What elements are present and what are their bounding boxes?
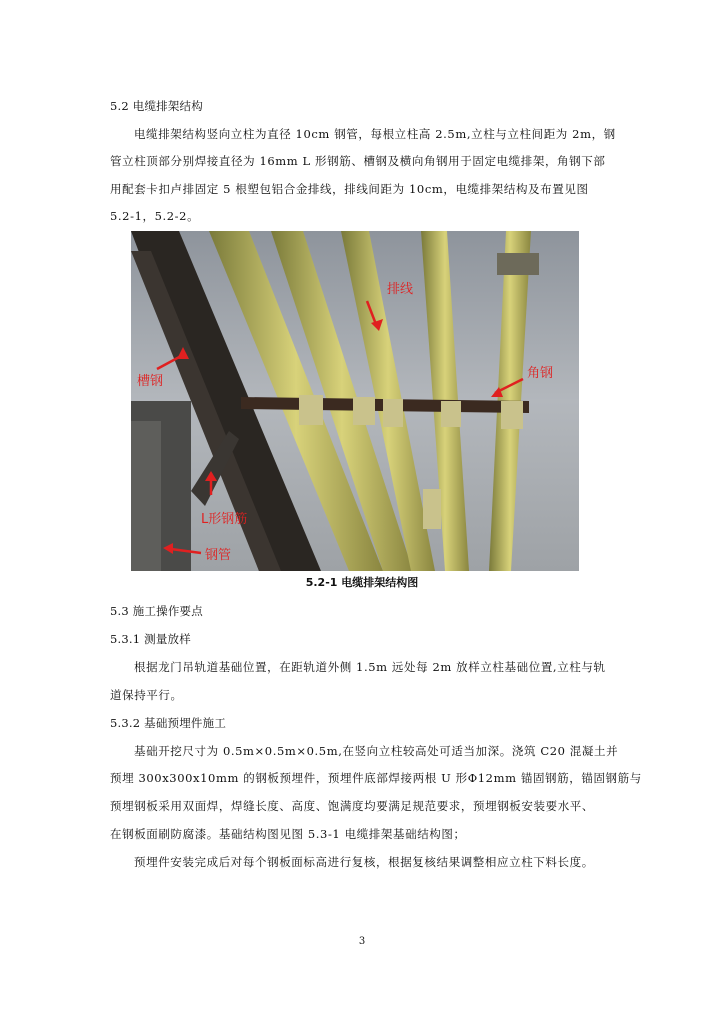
paragraph-line: 道保持平行。	[110, 688, 183, 702]
paragraph-line: 用配套卡扣卢排固定 5 根塑包铝合金排线，排线间距为 10cm，电缆排架结构及布置见图	[110, 182, 589, 196]
paragraph-line: 根据龙门吊轨道基础位置，在距轨道外侧 1.5m 远处每 2m 放样立柱基础位置,立柱与轨	[134, 660, 606, 674]
cable-rack-illustration	[131, 231, 579, 571]
paragraph-line: 5.2-1，5.2-2。	[110, 209, 200, 223]
section-heading: 5.2 电缆排架结构	[110, 99, 203, 113]
figure-caption: 5.2-1 电缆排架结构图	[305, 576, 419, 589]
paragraph-line: 基础开挖尺寸为 0.5m×0.5m×0.5m,在竖向立柱较高处可适当加深。浇筑 C20 混凝土并	[134, 744, 619, 758]
label-pai-xian: 排线	[387, 282, 414, 297]
paragraph-line: 电缆排架结构竖向立柱为直径 10cm 钢管，每根立柱高 2.5m,立柱与立柱间距为 2m，钢	[134, 127, 616, 141]
paragraph-line: 管立柱顶部分别焊接直径为 16mm L 形钢筋、槽钢及横向角钢用于固定电缆排架，角钢下部	[110, 154, 606, 168]
paragraph-line: 在钢板面刷防腐漆。基础结构图见图 5.3-1 电缆排架基础结构图；	[110, 827, 466, 841]
label-l-gang-jin: L形钢筋	[201, 512, 248, 527]
subsection-heading: 5.3.1 测量放样	[110, 632, 191, 646]
paragraph-line: 预埋 300x300x10mm 的钢板预埋件，预埋件底部焊接两根 U 形Φ12mm 锚固钢筋，锚固钢筋与	[110, 771, 642, 785]
section-heading: 5.3 施工操作要点	[110, 604, 203, 618]
page-number: 3	[358, 936, 366, 947]
cable-rack-photo	[131, 231, 579, 571]
label-gang-guan: 钢管	[205, 548, 232, 563]
paragraph-line: 预埋件安装完成后对每个钢板面标高进行复核，根据复核结果调整相应立柱下料长度。	[134, 855, 594, 869]
paragraph-line: 预埋钢板采用双面焊，焊缝长度、高度、饱满度均要满足规范要求，预埋钢板安装要水平、	[110, 799, 594, 813]
subsection-heading: 5.3.2 基础预埋件施工	[110, 716, 227, 730]
label-jiao-gang: 角钢	[527, 366, 554, 381]
label-cao-gang: 槽钢	[137, 374, 164, 389]
